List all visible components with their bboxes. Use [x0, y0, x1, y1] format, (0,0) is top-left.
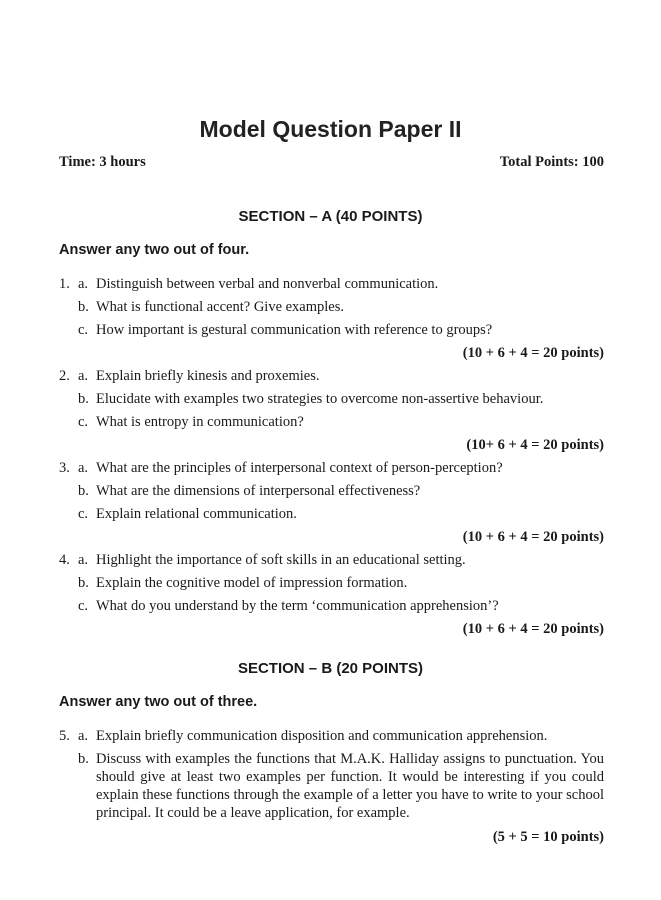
question-number: 5.: [59, 728, 70, 744]
question-2: [59, 365, 604, 457]
item-text: What are the principles of interpersonal context of person-perception?: [96, 460, 503, 476]
section-b-heading: SECTION – B (20 POINTS): [237, 660, 424, 677]
question-number: 4.: [59, 552, 70, 568]
section-a-instruction: Answer any two out of four.: [59, 242, 250, 258]
question-3: [59, 457, 604, 549]
page-title: Model Question Paper II: [199, 116, 462, 142]
question-4: [59, 549, 604, 641]
item-text: What is entropy in communication?: [96, 414, 304, 430]
item-text: What are the dimensions of interpersonal effectiveness?: [96, 483, 421, 499]
item-letter: a.: [78, 460, 89, 476]
item-letter: c.: [78, 598, 89, 614]
item-letter: a.: [78, 276, 89, 292]
item-text: Highlight the importance of soft skills in an educational setting.: [96, 552, 466, 568]
points-label: (10 + 6 + 4 = 20 points): [462, 529, 604, 545]
item-letter: c.: [78, 322, 89, 338]
item-letter: c.: [78, 506, 89, 522]
item-text: What do you understand by the term ‘communication apprehension’?: [96, 598, 499, 614]
points-label: (10+ 6 + 4 = 20 points): [466, 437, 604, 453]
points-label: (10 + 6 + 4 = 20 points): [462, 345, 604, 361]
points-label: (10 + 6 + 4 = 20 points): [462, 621, 604, 637]
item-text: Explain briefly kinesis and proxemies.: [96, 368, 320, 384]
item-letter: b.: [78, 483, 89, 499]
item-letter: c.: [78, 414, 89, 430]
item-text: Explain briefly communication disposition and communication apprehension.: [96, 728, 548, 744]
section-b-instruction: Answer any two out of three.: [59, 694, 258, 710]
item-letter: a.: [78, 368, 89, 384]
section-a-heading: SECTION – A (40 POINTS): [238, 208, 423, 225]
item-text: Explain the cognitive model of impression formation.: [96, 575, 408, 591]
question-number: 3.: [59, 460, 70, 476]
paper-meta: [59, 154, 604, 171]
time-label: Time: 3 hours: [59, 154, 146, 170]
points-label: (5 + 5 = 10 points): [492, 829, 604, 845]
item-letter: b.: [78, 575, 89, 591]
question-number: 2.: [59, 368, 70, 384]
item-text: Discuss with examples the functions that M.A.K. Halliday assigns to punctuation. You should give at least two examples per function. It would be interesting if you could explain these functions through the example of a letter you have to write to your school principal. It could be a leave application, for example.: [96, 751, 604, 821]
item-letter: b.: [78, 299, 89, 315]
item-letter: a.: [78, 728, 89, 744]
question-5: [59, 725, 604, 849]
item-text: Elucidate with examples two strategies to overcome non-assertive behaviour.: [96, 391, 544, 407]
question-number: 1.: [59, 276, 70, 292]
item-letter: b.: [78, 391, 89, 407]
item-text: Explain relational communication.: [96, 506, 297, 522]
total-points-label: Total Points: 100: [499, 154, 604, 170]
item-letter: b.: [78, 751, 89, 767]
item-text: How important is gestural communication with reference to groups?: [96, 322, 493, 338]
question-1: [59, 273, 604, 365]
item-text: What is functional accent? Give examples.: [96, 299, 345, 315]
item-letter: a.: [78, 552, 89, 568]
item-text: Distinguish between verbal and nonverbal communication.: [96, 276, 439, 292]
